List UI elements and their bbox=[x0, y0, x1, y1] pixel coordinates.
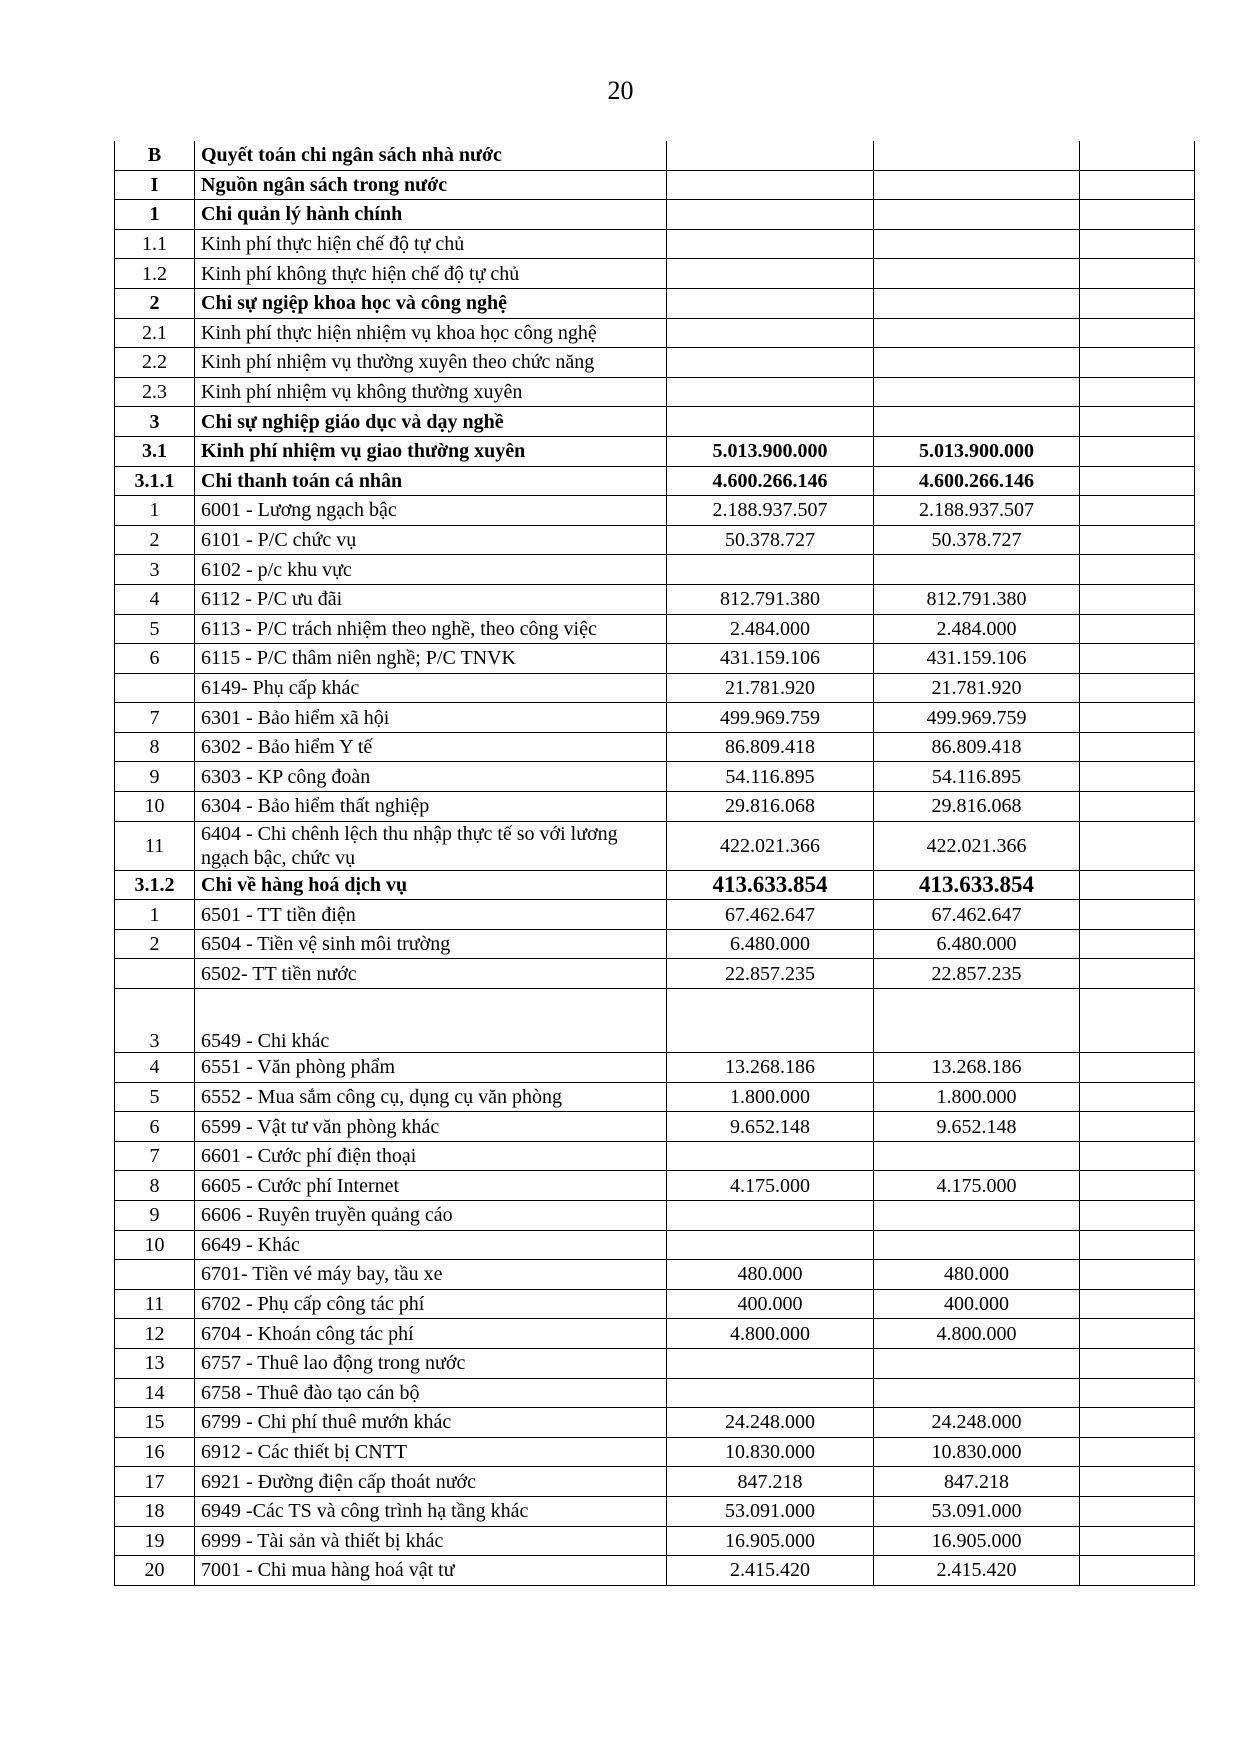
table-row bbox=[115, 792, 1195, 822]
table-row bbox=[115, 1526, 1195, 1556]
row-number-cell: 19 bbox=[115, 1526, 195, 1556]
table-row bbox=[115, 959, 1195, 989]
settlement-amount-cell: 54.116.895 bbox=[874, 762, 1080, 792]
table-row bbox=[115, 1496, 1195, 1526]
settlement-amount-cell: 10.830.000 bbox=[874, 1437, 1080, 1467]
item-name-cell: Kinh phí nhiệm vụ không thường xuyên bbox=[195, 377, 667, 407]
row-number-cell: 9 bbox=[115, 1201, 195, 1231]
settlement-amount-cell bbox=[874, 348, 1080, 378]
settlement-amount-cell bbox=[874, 555, 1080, 585]
note-cell bbox=[1080, 1112, 1195, 1142]
estimate-amount-cell: 86.809.418 bbox=[667, 732, 874, 762]
table-row bbox=[115, 1556, 1195, 1586]
note-cell bbox=[1080, 1378, 1195, 1408]
note-cell bbox=[1080, 1437, 1195, 1467]
note-cell bbox=[1080, 466, 1195, 496]
row-number-cell bbox=[115, 959, 195, 989]
row-number-cell: 10 bbox=[115, 1230, 195, 1260]
row-number-cell: 13 bbox=[115, 1348, 195, 1378]
note-cell bbox=[1080, 1348, 1195, 1378]
settlement-amount-cell: 50.378.727 bbox=[874, 525, 1080, 555]
row-number-cell: 1.1 bbox=[115, 229, 195, 259]
settlement-amount-cell: 400.000 bbox=[874, 1289, 1080, 1319]
row-number-cell bbox=[115, 673, 195, 703]
table-body bbox=[115, 141, 1195, 1585]
item-name-cell: 6112 - P/C ưu đãi bbox=[195, 584, 667, 614]
item-name-cell: 6921 - Đường điện cấp thoát nước bbox=[195, 1467, 667, 1497]
settlement-amount-cell: 4.800.000 bbox=[874, 1319, 1080, 1349]
table-row bbox=[115, 259, 1195, 289]
estimate-amount-cell: 4.175.000 bbox=[667, 1171, 874, 1201]
settlement-amount-cell bbox=[874, 1141, 1080, 1171]
estimate-amount-cell bbox=[667, 288, 874, 318]
settlement-amount-cell: 413.633.854 bbox=[874, 870, 1080, 900]
estimate-amount-cell: 6.480.000 bbox=[667, 929, 874, 959]
item-name-cell: Quyết toán chi ngân sách nhà nước bbox=[195, 141, 667, 170]
row-number-cell: 8 bbox=[115, 1171, 195, 1201]
table-row bbox=[115, 141, 1195, 170]
row-number-cell: 2.3 bbox=[115, 377, 195, 407]
row-number-cell: 2.1 bbox=[115, 318, 195, 348]
item-name-cell: 6799 - Chi phí thuê mướn khác bbox=[195, 1408, 667, 1438]
table-row bbox=[115, 989, 1195, 1053]
table-row bbox=[115, 673, 1195, 703]
note-cell bbox=[1080, 1260, 1195, 1290]
item-name-cell: 6101 - P/C chức vụ bbox=[195, 525, 667, 555]
settlement-amount-cell: 16.905.000 bbox=[874, 1526, 1080, 1556]
item-name-cell: 6504 - Tiền vệ sinh môi trường bbox=[195, 929, 667, 959]
estimate-amount-cell: 22.857.235 bbox=[667, 959, 874, 989]
estimate-amount-cell: 431.159.106 bbox=[667, 644, 874, 674]
estimate-amount-cell bbox=[667, 1230, 874, 1260]
item-name-cell: Chi sự nghiệp giáo dục và dạy nghề bbox=[195, 407, 667, 437]
row-number-cell: 12 bbox=[115, 1319, 195, 1349]
table-row bbox=[115, 1467, 1195, 1497]
estimate-amount-cell bbox=[667, 170, 874, 200]
estimate-amount-cell: 812.791.380 bbox=[667, 584, 874, 614]
item-name-cell: Chi sự ngiệp khoa học và công nghệ bbox=[195, 288, 667, 318]
row-number-cell: 3 bbox=[115, 989, 195, 1053]
row-number-cell: 20 bbox=[115, 1556, 195, 1586]
note-cell bbox=[1080, 141, 1195, 170]
settlement-amount-cell bbox=[874, 1348, 1080, 1378]
table-row bbox=[115, 1141, 1195, 1171]
settlement-amount-cell bbox=[874, 1201, 1080, 1231]
table-row bbox=[115, 929, 1195, 959]
row-number-cell: 2 bbox=[115, 525, 195, 555]
note-cell bbox=[1080, 555, 1195, 585]
settlement-amount-cell: 9.652.148 bbox=[874, 1112, 1080, 1142]
estimate-amount-cell bbox=[667, 1141, 874, 1171]
estimate-amount-cell bbox=[667, 348, 874, 378]
note-cell bbox=[1080, 703, 1195, 733]
estimate-amount-cell bbox=[667, 200, 874, 230]
row-number-cell: 7 bbox=[115, 1141, 195, 1171]
item-name-cell: Chi thanh toán cá nhân bbox=[195, 466, 667, 496]
item-name-cell: 6404 - Chi chênh lệch thu nhập thực tế so với lương ngạch bậc, chức vụ bbox=[195, 821, 667, 870]
row-number-cell: 5 bbox=[115, 614, 195, 644]
item-name-cell: 6606 - Ruyên truyền quảng cáo bbox=[195, 1201, 667, 1231]
row-number-cell: 1 bbox=[115, 900, 195, 930]
note-cell bbox=[1080, 259, 1195, 289]
note-cell bbox=[1080, 584, 1195, 614]
estimate-amount-cell bbox=[667, 318, 874, 348]
item-name-cell: 6303 - KP công đoàn bbox=[195, 762, 667, 792]
item-name-cell: 6149- Phụ cấp khác bbox=[195, 673, 667, 703]
table-row bbox=[115, 466, 1195, 496]
item-name-cell: 7001 - Chi mua hàng hoá vật tư bbox=[195, 1556, 667, 1586]
settlement-amount-cell bbox=[874, 1378, 1080, 1408]
estimate-amount-cell: 400.000 bbox=[667, 1289, 874, 1319]
note-cell bbox=[1080, 407, 1195, 437]
estimate-amount-cell: 24.248.000 bbox=[667, 1408, 874, 1438]
estimate-amount-cell: 2.484.000 bbox=[667, 614, 874, 644]
table-row bbox=[115, 644, 1195, 674]
settlement-amount-cell bbox=[874, 170, 1080, 200]
item-name-cell: Kinh phí thực hiện nhiệm vụ khoa học công nghệ bbox=[195, 318, 667, 348]
item-name-cell: 6599 - Vật tư văn phòng khác bbox=[195, 1112, 667, 1142]
note-cell bbox=[1080, 1289, 1195, 1319]
settlement-amount-cell: 4.175.000 bbox=[874, 1171, 1080, 1201]
table-row bbox=[115, 1201, 1195, 1231]
note-cell bbox=[1080, 200, 1195, 230]
note-cell bbox=[1080, 1526, 1195, 1556]
estimate-amount-cell bbox=[667, 377, 874, 407]
estimate-amount-cell bbox=[667, 1348, 874, 1378]
table-row bbox=[115, 1408, 1195, 1438]
item-name-cell: 6949 -Các TS và công trình hạ tầng khác bbox=[195, 1496, 667, 1526]
item-name-cell: Kinh phí không thực hiện chế độ tự chủ bbox=[195, 259, 667, 289]
row-number-cell: 4 bbox=[115, 1053, 195, 1083]
table-row bbox=[115, 1053, 1195, 1083]
settlement-amount-cell: 21.781.920 bbox=[874, 673, 1080, 703]
estimate-amount-cell bbox=[667, 229, 874, 259]
item-name-cell: 6302 - Bảo hiểm Y tế bbox=[195, 732, 667, 762]
table-row bbox=[115, 614, 1195, 644]
item-name-cell: 6999 - Tài sản và thiết bị khác bbox=[195, 1526, 667, 1556]
note-cell bbox=[1080, 762, 1195, 792]
item-name-cell: Chi quản lý hành chính bbox=[195, 200, 667, 230]
row-number-cell: 2.2 bbox=[115, 348, 195, 378]
note-cell bbox=[1080, 1082, 1195, 1112]
budget-settlement-table bbox=[114, 141, 1195, 1586]
settlement-amount-cell: 1.800.000 bbox=[874, 1082, 1080, 1112]
table-row bbox=[115, 1319, 1195, 1349]
item-name-cell: 6102 - p/c khu vực bbox=[195, 555, 667, 585]
item-name-cell: 6701- Tiền vé máy bay, tầu xe bbox=[195, 1260, 667, 1290]
note-cell bbox=[1080, 170, 1195, 200]
table-row bbox=[115, 525, 1195, 555]
settlement-amount-cell: 847.218 bbox=[874, 1467, 1080, 1497]
note-cell bbox=[1080, 229, 1195, 259]
table-row bbox=[115, 1437, 1195, 1467]
settlement-amount-cell bbox=[874, 989, 1080, 1053]
item-name-cell: 6301 - Bảo hiểm xã hội bbox=[195, 703, 667, 733]
settlement-amount-cell: 86.809.418 bbox=[874, 732, 1080, 762]
table-row bbox=[115, 870, 1195, 900]
item-name-cell: Kinh phí thực hiện chế độ tự chủ bbox=[195, 229, 667, 259]
item-name-cell: 6304 - Bảo hiểm thất nghiệp bbox=[195, 792, 667, 822]
settlement-amount-cell: 2.484.000 bbox=[874, 614, 1080, 644]
note-cell bbox=[1080, 644, 1195, 674]
note-cell bbox=[1080, 318, 1195, 348]
row-number-cell: 6 bbox=[115, 644, 195, 674]
note-cell bbox=[1080, 1496, 1195, 1526]
estimate-amount-cell: 4.800.000 bbox=[667, 1319, 874, 1349]
settlement-amount-cell: 5.013.900.000 bbox=[874, 436, 1080, 466]
note-cell bbox=[1080, 1467, 1195, 1497]
settlement-amount-cell: 22.857.235 bbox=[874, 959, 1080, 989]
row-number-cell: 3.1.2 bbox=[115, 870, 195, 900]
item-name-cell: 6704 - Khoán công tác phí bbox=[195, 1319, 667, 1349]
settlement-amount-cell bbox=[874, 288, 1080, 318]
row-number-cell: 10 bbox=[115, 792, 195, 822]
item-name-cell: 6001 - Lương ngạch bậc bbox=[195, 496, 667, 526]
row-number-cell: 3 bbox=[115, 407, 195, 437]
settlement-amount-cell: 2.188.937.507 bbox=[874, 496, 1080, 526]
note-cell bbox=[1080, 870, 1195, 900]
estimate-amount-cell: 2.188.937.507 bbox=[667, 496, 874, 526]
table-row bbox=[115, 900, 1195, 930]
estimate-amount-cell bbox=[667, 407, 874, 437]
note-cell bbox=[1080, 959, 1195, 989]
note-cell bbox=[1080, 496, 1195, 526]
item-name-cell: 6501 - TT tiền điện bbox=[195, 900, 667, 930]
note-cell bbox=[1080, 614, 1195, 644]
row-number-cell: 8 bbox=[115, 732, 195, 762]
table-row bbox=[115, 436, 1195, 466]
note-cell bbox=[1080, 1556, 1195, 1586]
estimate-amount-cell: 67.462.647 bbox=[667, 900, 874, 930]
estimate-amount-cell: 5.013.900.000 bbox=[667, 436, 874, 466]
estimate-amount-cell: 21.781.920 bbox=[667, 673, 874, 703]
estimate-amount-cell: 13.268.186 bbox=[667, 1053, 874, 1083]
estimate-amount-cell: 54.116.895 bbox=[667, 762, 874, 792]
estimate-amount-cell: 53.091.000 bbox=[667, 1496, 874, 1526]
table-row bbox=[115, 1171, 1195, 1201]
item-name-cell: 6115 - P/C thâm niên nghề; P/C TNVK bbox=[195, 644, 667, 674]
table-row bbox=[115, 1260, 1195, 1290]
estimate-amount-cell: 10.830.000 bbox=[667, 1437, 874, 1467]
note-cell bbox=[1080, 821, 1195, 870]
settlement-amount-cell: 24.248.000 bbox=[874, 1408, 1080, 1438]
estimate-amount-cell: 4.600.266.146 bbox=[667, 466, 874, 496]
note-cell bbox=[1080, 1171, 1195, 1201]
table-row bbox=[115, 1289, 1195, 1319]
table-row bbox=[115, 1378, 1195, 1408]
estimate-amount-cell: 847.218 bbox=[667, 1467, 874, 1497]
note-cell bbox=[1080, 1319, 1195, 1349]
row-number-cell: 1.2 bbox=[115, 259, 195, 289]
item-name-cell: 6758 - Thuê đào tạo cán bộ bbox=[195, 1378, 667, 1408]
table-row bbox=[115, 496, 1195, 526]
table-row bbox=[115, 1230, 1195, 1260]
table-row bbox=[115, 348, 1195, 378]
settlement-amount-cell: 67.462.647 bbox=[874, 900, 1080, 930]
item-name-cell: 6549 - Chi khác bbox=[195, 989, 667, 1053]
item-name-cell: 6702 - Phụ cấp công tác phí bbox=[195, 1289, 667, 1319]
item-name-cell: 6757 - Thuê lao động trong nước bbox=[195, 1348, 667, 1378]
settlement-amount-cell bbox=[874, 407, 1080, 437]
item-name-cell: Kinh phí nhiệm vụ giao thường xuyên bbox=[195, 436, 667, 466]
estimate-amount-cell: 9.652.148 bbox=[667, 1112, 874, 1142]
note-cell bbox=[1080, 1053, 1195, 1083]
item-name-cell: Nguồn ngân sách trong nước bbox=[195, 170, 667, 200]
item-name-cell: 6649 - Khác bbox=[195, 1230, 667, 1260]
row-number-cell: 17 bbox=[115, 1467, 195, 1497]
row-number-cell: 6 bbox=[115, 1112, 195, 1142]
settlement-amount-cell bbox=[874, 229, 1080, 259]
table-row bbox=[115, 1082, 1195, 1112]
table-row bbox=[115, 762, 1195, 792]
row-number-cell bbox=[115, 1260, 195, 1290]
estimate-amount-cell bbox=[667, 1201, 874, 1231]
row-number-cell: 11 bbox=[115, 821, 195, 870]
estimate-amount-cell: 499.969.759 bbox=[667, 703, 874, 733]
row-number-cell: 1 bbox=[115, 200, 195, 230]
table-row bbox=[115, 229, 1195, 259]
settlement-amount-cell: 499.969.759 bbox=[874, 703, 1080, 733]
table-row bbox=[115, 821, 1195, 870]
item-name-cell: 6912 - Các thiết bị CNTT bbox=[195, 1437, 667, 1467]
page-number: 20 bbox=[607, 76, 634, 105]
estimate-amount-cell bbox=[667, 1378, 874, 1408]
item-name-cell: Chi về hàng hoá dịch vụ bbox=[195, 870, 667, 900]
settlement-amount-cell: 4.600.266.146 bbox=[874, 466, 1080, 496]
estimate-amount-cell: 2.415.420 bbox=[667, 1556, 874, 1586]
note-cell bbox=[1080, 792, 1195, 822]
row-number-cell: I bbox=[115, 170, 195, 200]
settlement-amount-cell bbox=[874, 200, 1080, 230]
settlement-amount-cell: 431.159.106 bbox=[874, 644, 1080, 674]
settlement-amount-cell: 53.091.000 bbox=[874, 1496, 1080, 1526]
note-cell bbox=[1080, 1201, 1195, 1231]
settlement-amount-cell: 2.415.420 bbox=[874, 1556, 1080, 1586]
item-name-cell: 6605 - Cước phí Internet bbox=[195, 1171, 667, 1201]
settlement-amount-cell bbox=[874, 377, 1080, 407]
estimate-amount-cell bbox=[667, 555, 874, 585]
table-row bbox=[115, 732, 1195, 762]
estimate-amount-cell: 480.000 bbox=[667, 1260, 874, 1290]
note-cell bbox=[1080, 288, 1195, 318]
estimate-amount-cell: 50.378.727 bbox=[667, 525, 874, 555]
row-number-cell: 16 bbox=[115, 1437, 195, 1467]
note-cell bbox=[1080, 1230, 1195, 1260]
table-row bbox=[115, 377, 1195, 407]
table-row bbox=[115, 318, 1195, 348]
note-cell bbox=[1080, 1141, 1195, 1171]
settlement-amount-cell: 29.816.068 bbox=[874, 792, 1080, 822]
item-name-cell: 6502- TT tiền nước bbox=[195, 959, 667, 989]
row-number-cell: 14 bbox=[115, 1378, 195, 1408]
row-number-cell: 9 bbox=[115, 762, 195, 792]
item-name-cell: 6552 - Mua sắm công cụ, dụng cụ văn phòng bbox=[195, 1082, 667, 1112]
row-number-cell: 2 bbox=[115, 288, 195, 318]
settlement-amount-cell: 13.268.186 bbox=[874, 1053, 1080, 1083]
row-number-cell: 2 bbox=[115, 929, 195, 959]
row-number-cell: 15 bbox=[115, 1408, 195, 1438]
row-number-cell: 11 bbox=[115, 1289, 195, 1319]
note-cell bbox=[1080, 989, 1195, 1053]
item-name-cell: 6601 - Cước phí điện thoại bbox=[195, 1141, 667, 1171]
settlement-amount-cell bbox=[874, 259, 1080, 289]
estimate-amount-cell bbox=[667, 141, 874, 170]
settlement-amount-cell: 812.791.380 bbox=[874, 584, 1080, 614]
estimate-amount-cell: 16.905.000 bbox=[667, 1526, 874, 1556]
note-cell bbox=[1080, 436, 1195, 466]
row-number-cell: B bbox=[115, 141, 195, 170]
row-number-cell: 3.1 bbox=[115, 436, 195, 466]
item-name-cell: Kinh phí nhiệm vụ thường xuyên theo chức năng bbox=[195, 348, 667, 378]
table-row bbox=[115, 288, 1195, 318]
table-row bbox=[115, 407, 1195, 437]
estimate-amount-cell: 1.800.000 bbox=[667, 1082, 874, 1112]
note-cell bbox=[1080, 732, 1195, 762]
row-number-cell: 4 bbox=[115, 584, 195, 614]
table-row bbox=[115, 170, 1195, 200]
settlement-amount-cell bbox=[874, 1230, 1080, 1260]
item-name-cell: 6551 - Văn phòng phẩm bbox=[195, 1053, 667, 1083]
table-row bbox=[115, 584, 1195, 614]
note-cell bbox=[1080, 929, 1195, 959]
note-cell bbox=[1080, 525, 1195, 555]
note-cell bbox=[1080, 377, 1195, 407]
settlement-amount-cell bbox=[874, 141, 1080, 170]
estimate-amount-cell: 29.816.068 bbox=[667, 792, 874, 822]
settlement-amount-cell: 422.021.366 bbox=[874, 821, 1080, 870]
row-number-cell: 7 bbox=[115, 703, 195, 733]
note-cell bbox=[1080, 1408, 1195, 1438]
settlement-amount-cell: 480.000 bbox=[874, 1260, 1080, 1290]
row-number-cell: 3.1.1 bbox=[115, 466, 195, 496]
table-row bbox=[115, 1112, 1195, 1142]
row-number-cell: 3 bbox=[115, 555, 195, 585]
settlement-amount-cell bbox=[874, 318, 1080, 348]
note-cell bbox=[1080, 348, 1195, 378]
note-cell bbox=[1080, 900, 1195, 930]
settlement-amount-cell: 6.480.000 bbox=[874, 929, 1080, 959]
table-row bbox=[115, 555, 1195, 585]
estimate-amount-cell: 413.633.854 bbox=[667, 870, 874, 900]
row-number-cell: 1 bbox=[115, 496, 195, 526]
estimate-amount-cell bbox=[667, 259, 874, 289]
row-number-cell: 5 bbox=[115, 1082, 195, 1112]
row-number-cell: 18 bbox=[115, 1496, 195, 1526]
note-cell bbox=[1080, 673, 1195, 703]
table-row bbox=[115, 703, 1195, 733]
estimate-amount-cell: 422.021.366 bbox=[667, 821, 874, 870]
table-row bbox=[115, 1348, 1195, 1378]
estimate-amount-cell bbox=[667, 989, 874, 1053]
item-name-cell: 6113 - P/C trách nhiệm theo nghề, theo công việc bbox=[195, 614, 667, 644]
table-row bbox=[115, 200, 1195, 230]
